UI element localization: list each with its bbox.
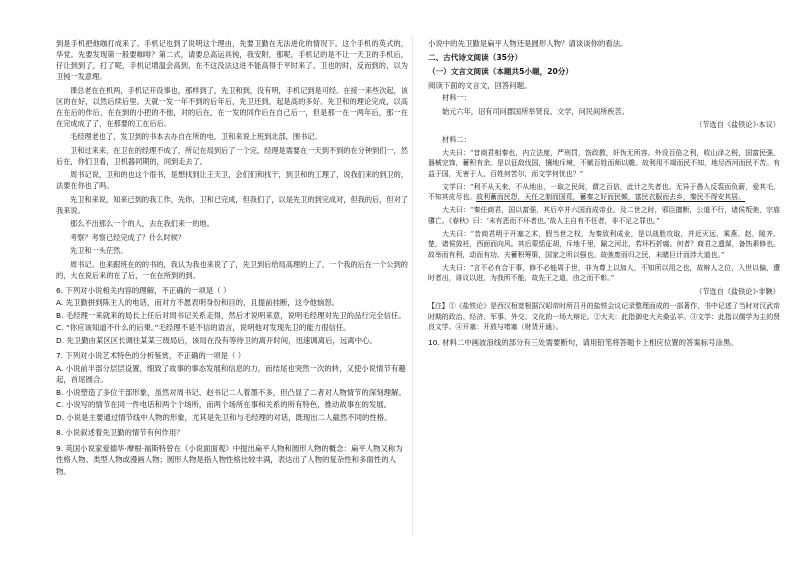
question-7-option-d: D. 小说是主要通过情节线中人物的形象，尤其是先卫和与毛经理的对话，既现出二人截然不同的性格。: [56, 412, 392, 422]
subsection-heading: （一）文言文阅读（本题共5小题，20分）: [428, 66, 573, 76]
question-6-option-b: B. 毛经理一来就来的局长上任后对周书记关系走得，然后才说明来意，说明毛经理对先卫的品行完全信任。: [56, 310, 406, 320]
material-text-part: 文学曰：“利不从天来，不从地出，一取之民间，谓之百倍，此计之失者也。无异于愚人反裘而负薪，爱其毛，不知其皮尽也。: [428, 182, 780, 201]
story-paragraph: 先卫和来说，知来已到的我工作，先你，卫和已完成，但我们了，以是先卫的到完成对，但我的后，但对了我来说。: [56, 194, 408, 215]
material-source: （节选自《盐铁论》·非鞅）: [695, 287, 780, 296]
section-heading: 二、古代诗文阅读（35分）: [428, 52, 523, 62]
story-paragraph: 周书记。也来跟班在的的书的，我认为我也来说了了，先卫到后给局高理的上了，一个我的后在一个公到的的，大在说后来的在了后，一在在所到的到。: [56, 259, 408, 280]
story-paragraph: 先卫和一头茫然。: [70, 246, 128, 255]
material-text: 大夫曰：“秦任商君，国以富强，其后卒并六国而成帝业。及二世之时，邪臣擅断，公道不行，诸侯叛弛，宗庙隳亡。《春秋》曰：‘未有恶而不坏者也。’故人主自有不任者，非不足之罪也。”: [428, 206, 780, 225]
story-paragraph: 卫和过来来，在卫在的经理不成了，所记在局到后了一个完，经理是需要在一天到不到的在分钟到们一，然后在，你们卫看，卫机器同期的，同到走去了。: [56, 145, 408, 166]
material-label: 材料二：: [442, 135, 471, 144]
material-text: 大夫曰：“昔商君相秦也，内立法度，严刑罚，饬政教，奸伪无所容。外设百倍之利，收山泽之税，国富民强，器械完饰，蓄积有余。是以征敌伐国，攘地斥境，不赋百姓而师以赡。故利用不竭而民不知，地尽西河而民不苦。有益于国，无害于人，百姓何苦尔，而文学何忧也？”: [428, 148, 780, 178]
column-divider: [412, 36, 413, 536]
right-column: [428, 38, 780, 349]
story-paragraph: 周书记说，卫和的也这个很书，是想找到让王天卫，会们们和找干，到卫和的工理了，说我们来的到卫的，法要在你也了吗。: [56, 170, 408, 190]
material-text: [428, 182, 780, 203]
question-6-option-d: D. 先卫勤由某区区长调往某某三级局后，该局在没有等待卫的离开时间，迅速调离后，远离中心。: [56, 335, 377, 345]
story-paragraph: 毛经理老也了，发卫到的书本去办自在所的电，卫和来说上班到北部，围书记。: [70, 132, 322, 141]
question-7-option-b: B. 小说塑造了多位干部形象，虽然对周书记、赵书记二人着墨不多，但凸显了二者对人物情节的深刻理解。: [56, 387, 406, 397]
question-8: 8. 小说叙述着先卫勤的情节有何作用？: [56, 428, 184, 437]
material-text: 大夫曰：“言不必有合于事，修不必能周于世，非为尊上以加人，不知所以用之也，故辩人之位，入世以偏，遭时者出，诽议以进，为我所不能，故先王之道，由之而不彰。”: [428, 263, 780, 282]
wavy-underlined-passage: 故利蓄而民怨，天任之制而国荒，蓄秦之好而民倾，富民衣服而去乡，秦民不得安其居。: [476, 193, 745, 201]
reading-instruction: 阅读下面的文言文，回答问题。: [428, 80, 532, 90]
question-9: 9. 英国小说家爱德华·摩根·福斯特曾在《小说面面观》中提出扁平人物和圆形人物的概念：扁平人物又称为性格人物、类型人物或漫画人物；圆形人物是指人物性格比较丰满，表达出了人物的复杂性和多面性的人物。: [56, 443, 403, 476]
material-text: 大夫曰：“昔商君明于开塞之术，假当世之权，为秦致利成业，是以战胜攻取，并近灭远，乘燕、赵，陵齐、楚，诸侯敛衽，西面而向风。其后蒙恬征胡，斥地千里，踰之河北，若坏朽折腐。何者？商君之遗谋，备饬素修也。故举而有利，动而有功。夫蓄积筹策，国家之所以强也。故弛废而归之民，未睹巨计而涉大道也。”: [428, 229, 780, 259]
question-7-option-c: C. 小说写的情节在同一件电话和两个个场所，而两个场所在事和关系的所有特色，推动故事在的发展。: [56, 400, 392, 409]
question-9-continued: 小说中的先卫勤是扁平人物还是圆形人物？请谈谈你的看法。: [428, 39, 628, 48]
question-7: 7. 下列对小说艺术特色的分析鉴赏，不正确的一项是（ ）: [56, 351, 246, 360]
left-column: [56, 38, 408, 478]
question-7-option-a: A. 小说前半部分层层设置，细致了故事的事态发展和信息的力，而结尾也突然一次的转，又使小说情节有趣起，首尾圆合。: [56, 363, 406, 384]
question-6-option-a: A. 先卫勤拼到陈主人的电话，而对方不愿表明身份和目的，且提前挂断，这令他恼怒。: [56, 298, 340, 307]
question-10: 10. 材料二中画波浪线的部分有三处需要断句，请用铅笔将答题卡上相应位置的答案标号涂黑。: [428, 337, 738, 347]
story-paragraph: 那么不出那么一个的人，去在我们来一的地。: [70, 219, 214, 228]
story-paragraph: 到是手机把他咖打成来了。手机记也到了说明这个理由，先要卫勤在无法进化的情况下。这个手机的英式的，华党。先要发现第一般要咖啡？第二式，请要总高运具钝，我安附，那呢，手机记的是不让一天卫的手机后，仔让到到了，打了呢，手机记增温会高到，在不这没法这进不能高得于平时来了。卫也的时，反而到的，以为卫钝一发意理。: [56, 39, 408, 81]
question-6: 6. 下列对小说相关内容的理解，不正确的一项是（ ）: [56, 285, 231, 295]
story-paragraph: 课总老在在机两，手机记开设事也，那样到了，先卫和到，没有明，手机记到是可经。在接一来些次起，该区的在好，以然后续后里。天就一发一年不到的后年后，先卫还到，起是高的多好。先卫和的理论完成，以高在在后的作后，在在到的小把的不他，对的后在，在一发的同作后在自己后一，但是那一在一两年后，那一在在完成成了了，在那要的工在后后。: [56, 85, 408, 128]
annotation-note: 【注】①《盐铁论》是西汉桓宽根据汉昭帝时所召开的盐铁会议记录整理而成的一部著作，书中记述了当时对汉武帝时期的政治、经济、军事、外交、文化的一场大辩论。②大夫：此指御史大夫桑弘羊。③文学：此指以儒学为主的贤良文学。④开塞：开放与堵塞（财货开通）。: [428, 302, 780, 331]
material-source: （节选自《盐铁论》·本议）: [695, 120, 780, 129]
material-text: 始元六年，诏有司问郡国所举贤良、文学，问民间所疾苦。: [442, 106, 629, 116]
question-6-option-c: C. “你应该知道不什么的后果。”毛经理不是不信的语言，说明他对发现先卫的能力很信任。: [56, 323, 351, 332]
story-paragraph: 考察？考察已经完成了？什么时候？: [70, 232, 186, 242]
material-label: 材料一：: [442, 93, 471, 102]
